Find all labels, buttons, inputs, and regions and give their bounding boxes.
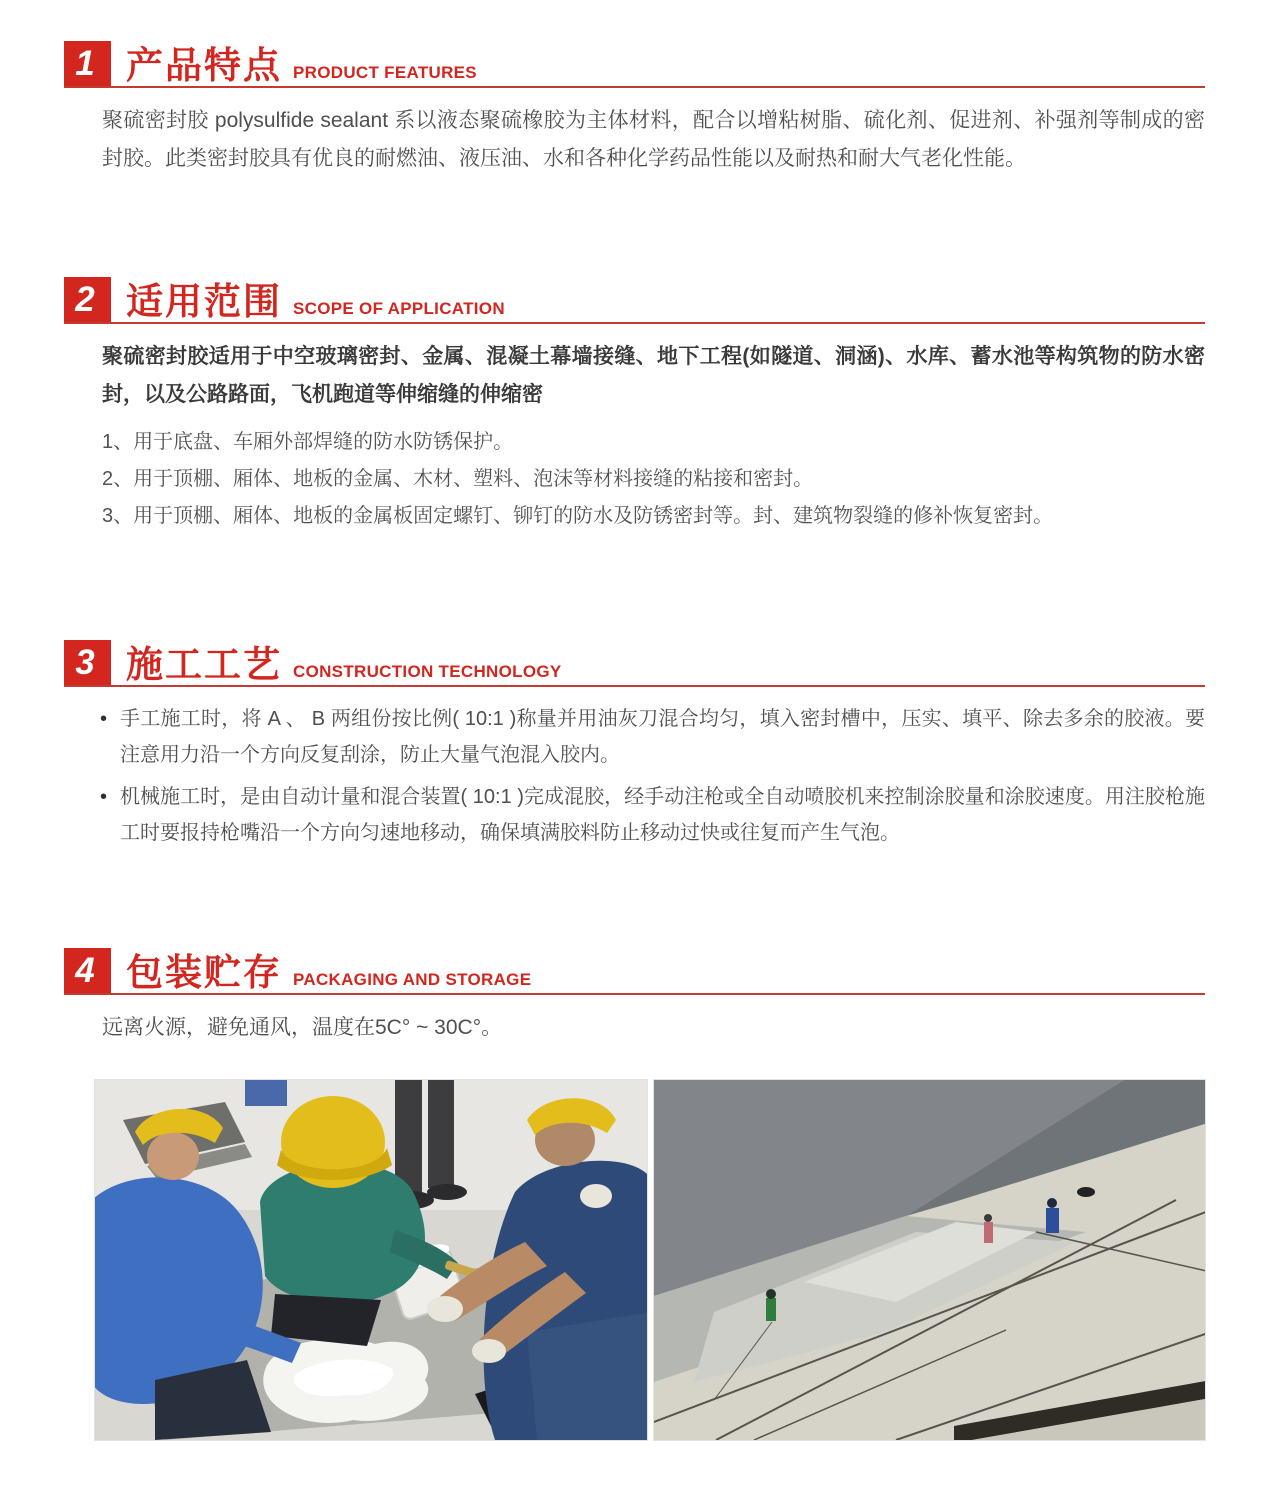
concrete-slope-joint-sealing-photo xyxy=(654,1080,1206,1440)
section-3-number-badge: 3 xyxy=(64,640,111,685)
section-2-title-zh: 适用范围 xyxy=(126,281,282,323)
section-3-title-zh: 施工工艺 xyxy=(126,644,282,686)
section-product-features xyxy=(64,40,1205,178)
section-1-paragraph: 聚硫密封胶 polysulfide sealant 系以液态聚硫橡胶为主体材料，配合以增粘树脂、硫化剂、促进剂、补强剂等制成的密封胶。此类密封胶具有优良的耐燃油、液压油、水和各种化学药品性能以及耐热和耐大气老化性能。 xyxy=(102,109,1205,170)
section-4-number-badge: 4 xyxy=(64,948,111,993)
list-item: 3、用于顶棚、厢体、地板的金属板固定螺钉、铆钉的防水及防锈密封等。封、建筑物裂缝的修补恢复密封。 xyxy=(102,505,1054,527)
bullet-item: • 机械施工时，是由自动计量和混合装置( 10:1 )完成混胶，经手动注枪或全自动喷胶机来控制涂胶量和涂胶速度。用注胶枪施工时要报持枪嘴沿一个方向匀速地移动，确保填满胶料防止移动过快或往复而产生气泡。 xyxy=(120,779,1205,851)
section-4-title-en: PACKAGING AND STORAGE xyxy=(293,970,532,989)
workers-mixing-sealant-photo xyxy=(95,1080,647,1440)
section-packaging-and-storage xyxy=(64,947,1205,1047)
workers-mixing-sealant-illustration xyxy=(95,1080,647,1440)
section-2-item-list xyxy=(102,424,1205,535)
section-construction-technology xyxy=(64,639,1205,851)
photo-row xyxy=(95,1080,1205,1440)
section-1-title-en: PRODUCT FEATURES xyxy=(293,63,477,82)
section-4-title-zh: 包装贮存 xyxy=(126,952,282,994)
section-scope-of-application xyxy=(64,276,1205,535)
section-4-paragraph: 远离火源，避免通风，温度在5C° ~ 30C°。 xyxy=(102,1016,503,1039)
section-1-header xyxy=(64,40,1205,88)
list-item: 1、用于底盘、车厢外部焊缝的防水防锈保护。 xyxy=(102,431,514,453)
section-3-header xyxy=(64,639,1205,687)
section-3-bullet-list xyxy=(64,701,1205,851)
section-2-header xyxy=(64,276,1205,324)
section-1-title-zh: 产品特点 xyxy=(126,45,282,87)
section-2-lead-paragraph: 聚硫密封胶适用于中空玻璃密封、金属、混凝土幕墙接缝、地下工程(如隧道、洞涵)、水库、蓄水池等构筑物的防水密封，以及公路路面，飞机跑道等伸缩缝的伸缩密 xyxy=(102,345,1205,406)
section-3-title-en: CONSTRUCTION TECHNOLOGY xyxy=(293,662,562,681)
list-item: 2、用于顶棚、厢体、地板的金属、木材、塑料、泡沫等材料接缝的粘接和密封。 xyxy=(102,468,814,490)
section-4-header xyxy=(64,947,1205,995)
section-2-number-badge: 2 xyxy=(64,277,111,322)
bullet-item: • 手工施工时，将 A 、 B 两组份按比例( 10:1 )称量并用油灰刀混合均匀，填入密封槽中，压实、填平、除去多余的胶液。要注意用力沿一个方向反复刮涂，防止大量气泡混入胶内。 xyxy=(120,701,1205,773)
concrete-slope-illustration xyxy=(654,1080,1206,1440)
section-2-title-en: SCOPE OF APPLICATION xyxy=(293,299,505,318)
section-1-number-badge: 1 xyxy=(64,41,111,86)
